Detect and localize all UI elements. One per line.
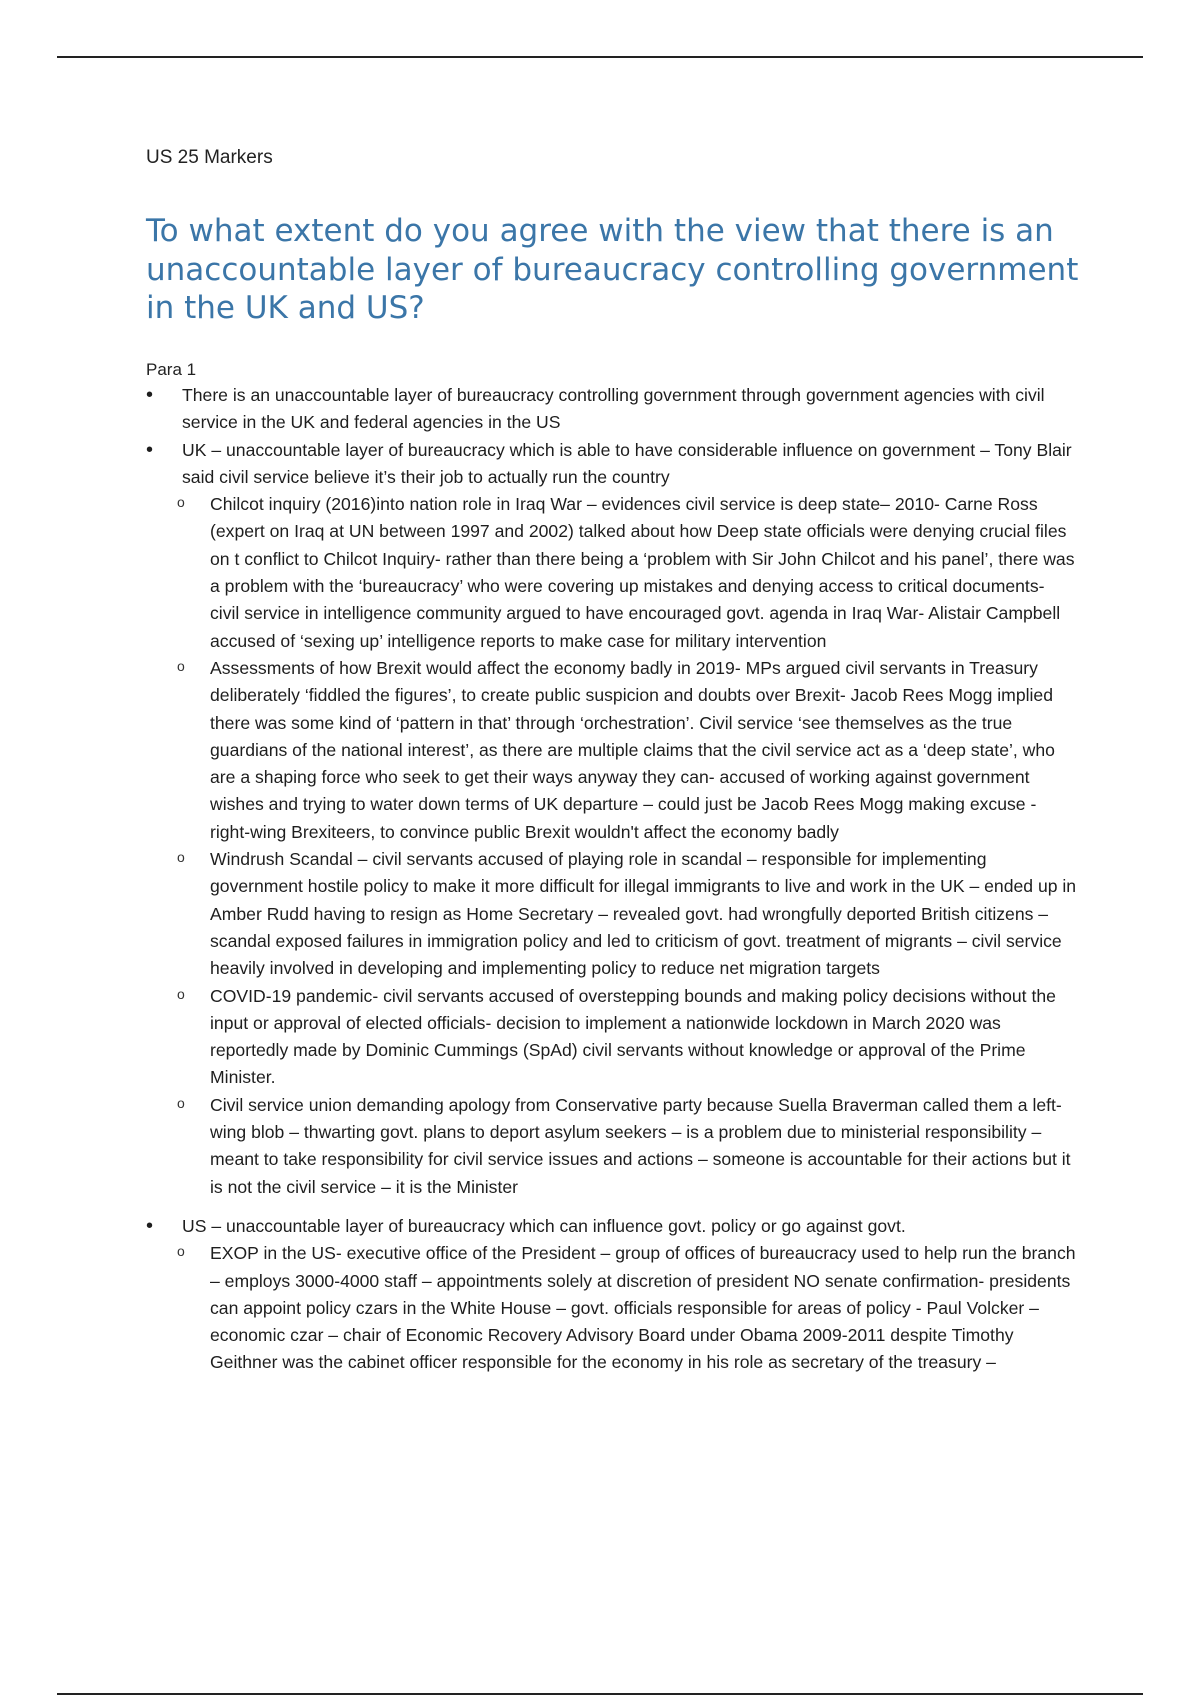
sub-point-chilcot: o Chilcot inquiry (2016)into nation role in Iraq War – evidences civil service is deep state– 2010- Carne Ross (expert on Iraq at UN between 1997 and 2002) talked about how Deep state officials were denying crucial files on t conflict to Chilcot Inquiry- rather than there being a ‘problem with Sir John Chilcot and his panel’, there was a problem with the ‘bureaucracy’ who were covering up mistakes and denying access to critical documents- civil service in intelligence community argued to have encouraged govt. agenda in Iraq War- Alistair Campbell accused of ‘sexing up’ intelligence reports to make case for military intervention: [210, 491, 1078, 655]
sub-point-windrush: o Windrush Scandal – civil servants accused of playing role in scandal – responsible for implementing government hostile policy to make it more difficult for illegal immigrants to live and work in the UK – ended up in Amber Rudd having to resign as Home Secretary – revealed govt. had wrongfully deported British citizens – scandal exposed failures in immigration policy and led to criticism of govt. treatment of migrants – civil service heavily involved in developing and implementing policy to reduce net migration targets: [210, 846, 1078, 982]
essay-body: [146, 382, 1076, 1377]
sub-point-brexit: o Assessments of how Brexit would affect the economy badly in 2019- MPs argued civil servants in Treasury deliberately ‘fiddled the figures’, to create public suspicion and doubts over Brexit- Jacob Rees Mogg implied there was some kind of ‘pattern in that’ through ‘orchestration’. Civil service ‘see themselves as the true guardians of the national interest’, as there are multiple claims that the civil service act as a ‘deep state’, who are a shaping force who seek to get their ways anyway they can- accused of working against government wishes and trying to water down terms of UK departure – could just be Jacob Rees Mogg making excuse - right-wing Brexiteers, to convince public Brexit wouldn't affect the economy badly: [210, 655, 1078, 846]
essay-question-title: To what extent do you agree with the view that there is an unaccountable layer of bureaucracy controlling government in the UK and US?: [146, 213, 1079, 326]
sub-point-civil-service-union: o Civil service union demanding apology from Conservative party because Suella Braverman called them a left-wing blob – thwarting govt. plans to deport asylum seekers – is a problem due to ministerial responsibility – meant to take responsibility for civil service issues and actions – someone is accountable for their actions but it is not the civil service – it is the Minister: [210, 1092, 1078, 1201]
paragraph-label: Para 1: [146, 360, 197, 379]
bullet-point-us: • US – unaccountable layer of bureaucracy which can influence govt. policy or go against govt.: [146, 1213, 1076, 1240]
sub-point-exop: o EXOP in the US- executive office of the President – group of offices of bureaucracy used to help run the branch – employs 3000-4000 staff – appointments solely at discretion of president NO senate confirmation- presidents can appoint policy czars in the White House – govt. officials responsible for areas of policy - Paul Volcker – economic czar – chair of Economic Recovery Advisory Board under Obama 2009-2011 despite Timothy Geithner was the cabinet officer responsible for the economy in his role as secretary of the treasury –: [210, 1240, 1078, 1376]
bullet-point-uk: • UK – unaccountable layer of bureaucracy which is able to have considerable influence on government – Tony Blair said civil service believe it’s their job to actually run the country: [146, 437, 1076, 492]
spacer: [146, 1201, 1076, 1213]
top-rule: [57, 56, 1143, 58]
sub-point-covid: o COVID-19 pandemic- civil servants accused of overstepping bounds and making policy decisions without the input or approval of elected officials- decision to implement a nationwide lockdown in March 2020 was reportedly made by Dominic Cummings (SpAd) civil servants without knowledge or approval of the Prime Minister.: [210, 983, 1078, 1092]
bullet-point: • There is an unaccountable layer of bureaucracy controlling government through government agencies with civil service in the UK and federal agencies in the US: [146, 382, 1076, 437]
document-label: US 25 Markers: [146, 147, 273, 168]
bottom-rule: [57, 1693, 1143, 1695]
